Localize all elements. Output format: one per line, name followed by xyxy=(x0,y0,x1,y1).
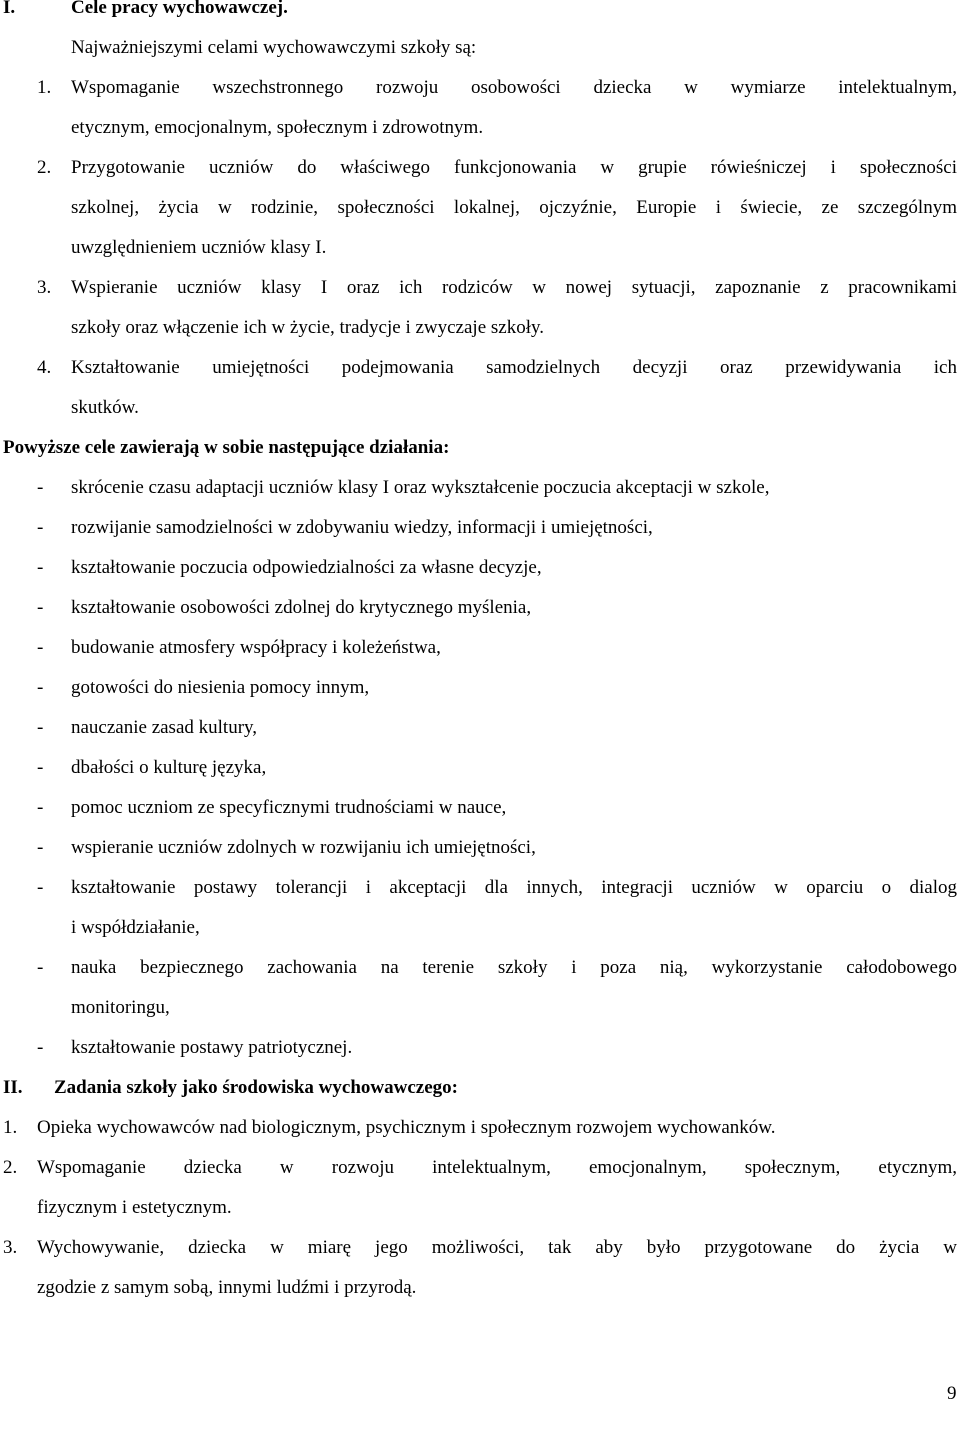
section-1-intro: Najważniejszymi celami wychowawczymi szkoły są: xyxy=(71,37,477,58)
task-item-continuation: fizycznym i estetycznym. xyxy=(37,1197,232,1218)
section-1-numeral: I. xyxy=(3,0,16,18)
goal-item: 3. Wspieranie uczniów klasy I oraz ich rodziców w nowej sytuacji, zapoznanie z pracownikami xyxy=(37,277,957,298)
action-item: - kształtowanie postawy tolerancji i akceptacji dla innych, integracji uczniów w oparciu o dialog xyxy=(37,877,957,898)
action-item: - kształtowanie osobowości zdolnej do krytycznego myślenia, xyxy=(37,597,532,618)
section-1-heading xyxy=(0,0,960,28)
section-1-title: Cele pracy wychowawczej. xyxy=(71,0,288,18)
action-item: - wspieranie uczniów zdolnych w rozwijaniu ich umiejętności, xyxy=(37,837,536,858)
action-item: - nauka bezpiecznego zachowania na terenie szkoły i poza nią, wykorzystanie całodobowego xyxy=(37,957,957,978)
task-item: 3. Wychowywanie, dziecka w miarę jego możliwości, tak aby było przygotowane do życia w xyxy=(3,1237,957,1258)
goal-item-continuation: skutków. xyxy=(71,397,139,418)
goal-item: 2. Przygotowanie uczniów do właściwego funkcjonowania w grupie rówieśniczej i społeczności xyxy=(37,157,957,178)
goal-item-continuation: uwzględnieniem uczniów klasy I. xyxy=(71,237,327,258)
action-item: - pomoc uczniom ze specyficznymi trudnościami w nauce, xyxy=(37,797,507,818)
action-item: - skrócenie czasu adaptacji uczniów klasy I oraz wykształcenie poczucia akceptacji w szkole, xyxy=(37,477,770,498)
goal-item: 1. Wspomaganie wszechstronnego rozwoju osobowości dziecka w wymiarze intelektualnym, xyxy=(37,77,957,98)
section-2-title: Zadania szkoły jako środowiska wychowawczego: xyxy=(54,1077,458,1098)
task-item: 1. Opieka wychowawców nad biologicznym, psychicznym i społecznym rozwojem wychowanków. xyxy=(3,1117,776,1138)
action-item: - kształtowanie poczucia odpowiedzialności za własne decyzje, xyxy=(37,557,542,578)
action-item: - rozwijanie samodzielności w zdobywaniu wiedzy, informacji i umiejętności, xyxy=(37,517,653,538)
goal-item-continuation: etycznym, emocjonalnym, społecznym i zdrowotnym. xyxy=(71,117,484,138)
action-item: - nauczanie zasad kultury, xyxy=(37,717,258,738)
actions-heading: Powyższe cele zawierają w sobie następujące działania: xyxy=(3,437,450,458)
action-item-continuation: i współdziałanie, xyxy=(71,917,200,938)
action-item: - kształtowanie postawy patriotycznej. xyxy=(37,1037,353,1058)
action-item-continuation: monitoringu, xyxy=(71,997,170,1018)
action-item: - dbałości o kulturę języka, xyxy=(37,757,267,778)
action-item: - gotowości do niesienia pomocy innym, xyxy=(37,677,370,698)
task-item: 2. Wspomaganie dziecka w rozwoju intelektualnym, emocjonalnym, społecznym, etycznym, xyxy=(3,1157,957,1178)
section-2-heading xyxy=(0,1068,960,1108)
goal-item-continuation: szkolnej, życia w rodzinie, społeczności lokalnej, ojczyźnie, Europie i świecie, ze szczególnym xyxy=(71,197,957,218)
action-item: - budowanie atmosfery współpracy i koleżeństwa, xyxy=(37,637,441,658)
goal-item: 4. Kształtowanie umiejętności podejmowania samodzielnych decyzji oraz przewidywania ich xyxy=(37,357,957,378)
task-item-continuation: zgodzie z samym sobą, innymi ludźmi i przyrodą. xyxy=(37,1277,417,1298)
goal-item-continuation: szkoły oraz włączenie ich w życie, tradycje i zwyczaje szkoły. xyxy=(71,317,545,338)
page-number: 9 xyxy=(947,1383,957,1404)
section-2-numeral: II. xyxy=(3,1077,23,1098)
